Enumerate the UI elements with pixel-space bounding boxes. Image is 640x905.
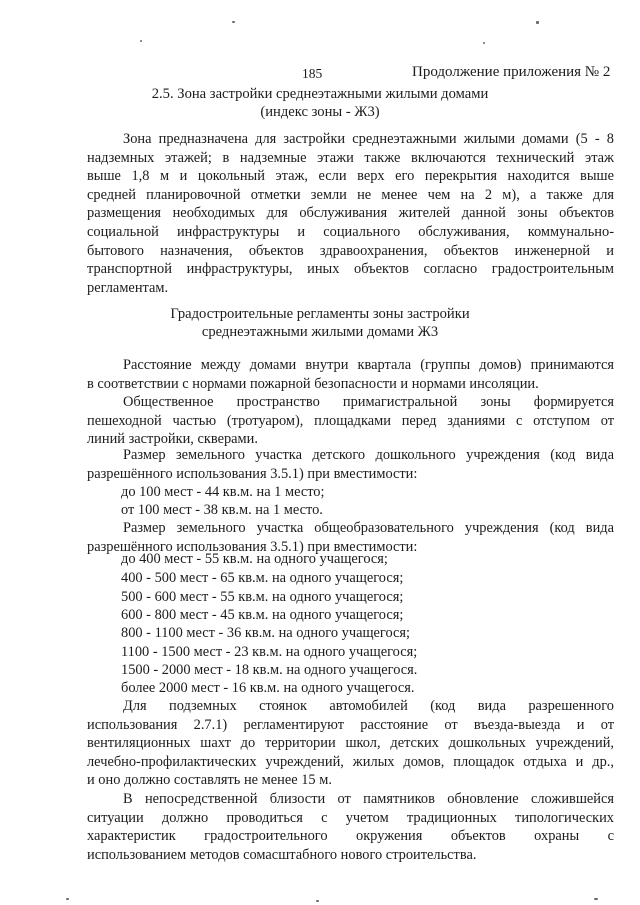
paragraph-line: размещения необходимых для обслуживания жителей данной зоны объектов [87,205,614,222]
paragraph-line: Размер земельного участка детского дошкольного учреждения (код вида [123,447,614,463]
scan-speck [483,42,485,44]
paragraph-line: Зона предназначена для застройки среднеэтажными жилыми домами (5 - 8 [123,131,614,147]
intro-paragraph [87,130,614,297]
scan-speck [536,21,539,24]
paragraph-line: Для подземных стоянок автомобилей (код вида разрешенного [123,698,614,714]
paragraph-line: надземных этажей; в надземные этажи также включаются технический этаж [87,149,614,166]
paragraph-line: Размер земельного участка общеобразовательного учреждения (код вида [123,520,614,536]
paragraph-line: разрешённого использования 3.5.1) при вместимости: [87,465,418,482]
paragraph-line: в соответствии с нормами пожарной безопасности и нормами инсоляции. [87,375,539,392]
scan-speck [66,898,69,900]
paragraph-line: Расстояние между домами внутри квартала (группы домов) принимаются [123,357,614,373]
paragraph-line: бытового назначения, объектов здравоохранения, объектов инженерной и [87,242,614,259]
paragraph-line: ситуации должно проводиться с учетом традиционных типологических [87,809,614,826]
public-space-paragraph [87,393,614,449]
school-size-item: 1500 - 2000 мест - 18 кв.м. на одного учащегося. [121,662,418,678]
paragraph-line: средней планировочной отметки земли не менее чем на 2 м), а также для [87,186,614,203]
scan-speck [594,898,598,900]
page-header [0,64,640,84]
distance-paragraph [87,356,614,393]
school-size-item: 600 - 800 мест - 45 кв.м. на одного учащегося; [121,607,404,623]
school-size-item: 500 - 600 мест - 55 кв.м. на одного учащегося; [121,589,404,605]
paragraph-line: разрешённого использования 3.5.1) при вместимости: [87,538,418,555]
school-size-item: 800 - 1100 мест - 36 кв.м. на одного учащегося; [121,625,411,641]
scan-speck [140,40,142,42]
regulations-title-line-1: Градостроительные регламенты зоны застройки [170,306,470,322]
paragraph-line: характеристик градостроительного окружения объектов охраны с [87,828,614,845]
paragraph-line: лечебно-профилактических учреждений, жилых домов, площадок отдыха и др., [87,753,614,770]
paragraph-line: регламентам. [87,279,169,296]
paragraph-line: линий застройки, скверами. [87,431,258,448]
kindergarten-size-item: от 100 мест - 38 кв.м. на 1 место. [121,502,323,518]
paragraph-line: Общественное пространство примагистральной зоны формируется [123,394,614,410]
paragraph-line: и оно должно составлять не менее 15 м. [87,772,332,789]
monuments-paragraph [87,790,614,864]
paragraph-line: социальной инфраструктуры и социального обслуживания, коммунально- [87,223,614,240]
kindergarten-paragraph [87,446,614,483]
school-size-item: до 400 мест - 55 кв.м. на одного учащегося; [121,551,388,567]
paragraph-line: вентиляционных шахт до территории школ, детских дошкольных учреждений, [87,735,614,752]
school-size-item: более 2000 мест - 16 кв.м. на одного учащегося. [121,680,415,696]
paragraph-line: использования 2.7.1) регламентируют расстояние от въезда-выезда и от [87,716,614,733]
regulations-title-line-2: среднеэтажными жилыми домами Ж3 [201,324,439,340]
zone-title-line-1: 2.5. Зона застройки среднеэтажными жилыми домами [151,86,489,102]
school-size-item: 1100 - 1500 мест - 23 кв.м. на одного учащегося; [121,644,418,660]
paragraph-line: пешеходной частью (тротуаром), площадками перед зданиями с отступом от [87,412,614,429]
paragraph-line: В непосредственной близости от памятников обновление сложившейся [123,791,614,807]
parking-paragraph [87,697,614,790]
kindergarten-size-item: до 100 мест - 44 кв.м. на 1 место; [121,484,325,500]
school-size-item: 400 - 500 мест - 65 кв.м. на одного учащегося; [121,570,404,586]
paragraph-line: транспортной инфраструктуры, иных объектов согласно градостроительным [87,261,614,278]
scan-speck [316,900,319,902]
appendix-continuation: Продолжение приложения № 2 [412,64,611,80]
paragraph-line: использованием методов сомасштабного нового строительства. [87,846,477,863]
paragraph-line: выше 1,8 м и цокольный этаж, если верх его перекрытия находится выше [87,168,614,185]
zone-title-line-2: (индекс зоны - Ж3) [260,104,380,120]
scan-speck [232,21,235,23]
page-number: 185 [302,66,323,81]
